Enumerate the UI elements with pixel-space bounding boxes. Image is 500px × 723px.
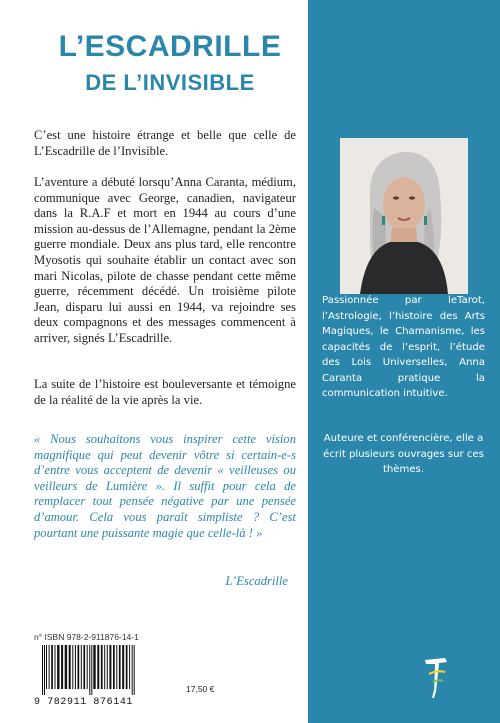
paragraph-story: L’aventure a débuté lorsqu’Anna Caranta, médium, communique avec George, canadien, navigateur dans la R.A.F et mort en 1944 au cours d’une mission au-dessus de l’Allemagne, pendant la 2ème guerre mondiale. Deux ans plus tard, elle rencontre Myosotis qui souhaite établir un contact avec son mari Nicolas, pilote de chasse pendant cette même guerre, récemment décédé. Un troisième pilote Jean, disparu lui aussi en 1944, va rejoindre ses deux compagnons et des messages commencent à arriver, signés L’Escadrille. — [34, 175, 296, 345]
barcode-number: 9 782911 876141 — [34, 697, 134, 708]
paragraph-conclusion: La suite de l’histoire est bouleversante et témoigne de la réalité de la vie après la vie. — [34, 377, 296, 407]
author-photo — [340, 138, 468, 294]
author-bio: Passionnée par leTarot, l’Astrologie, l’histoire des Arts Magiques, le Chamanisme, les capacités de l’esprit, l’étude des Lois Universelles, Anna Caranta pratique la communication intuitive. — [322, 295, 485, 399]
book-title-line1: L’ESCADRILLE — [58, 30, 282, 63]
quote-text: « Nous souhaitons vous inspirer cette vision magnifique qui peut devenir vôtre si certain-e-s d’entre vous acceptent de devenir « veilleuses ou veilleurs de Lumière ». Il suffit pour cela de remplacer tout pensée négative par une pensée d’amour. Cela vous paraît simpliste ? C’est pourtant une puissante magie que celle-là ! » — [34, 432, 296, 540]
isbn-label: n° ISBN 978-2-911876-14-1 — [34, 632, 139, 642]
quote-signature: L’Escadrille — [225, 574, 288, 588]
price-label: 17,50 € — [186, 684, 215, 694]
book-title-line2: DE L’INVISIBLE — [85, 70, 255, 95]
publisher-logo — [423, 652, 453, 700]
paragraph-intro: C’est une histoire étrange et belle que celle de L’Escadrille de l’Invisible. — [34, 128, 296, 158]
barcode-bars-icon — [34, 645, 176, 697]
author-works: Auteure et conférencière, elle a écrit plusieurs ouvrages sur ces thèmes. — [323, 433, 484, 475]
author-portrait-icon — [340, 138, 468, 294]
publisher-logo-icon — [423, 652, 453, 700]
